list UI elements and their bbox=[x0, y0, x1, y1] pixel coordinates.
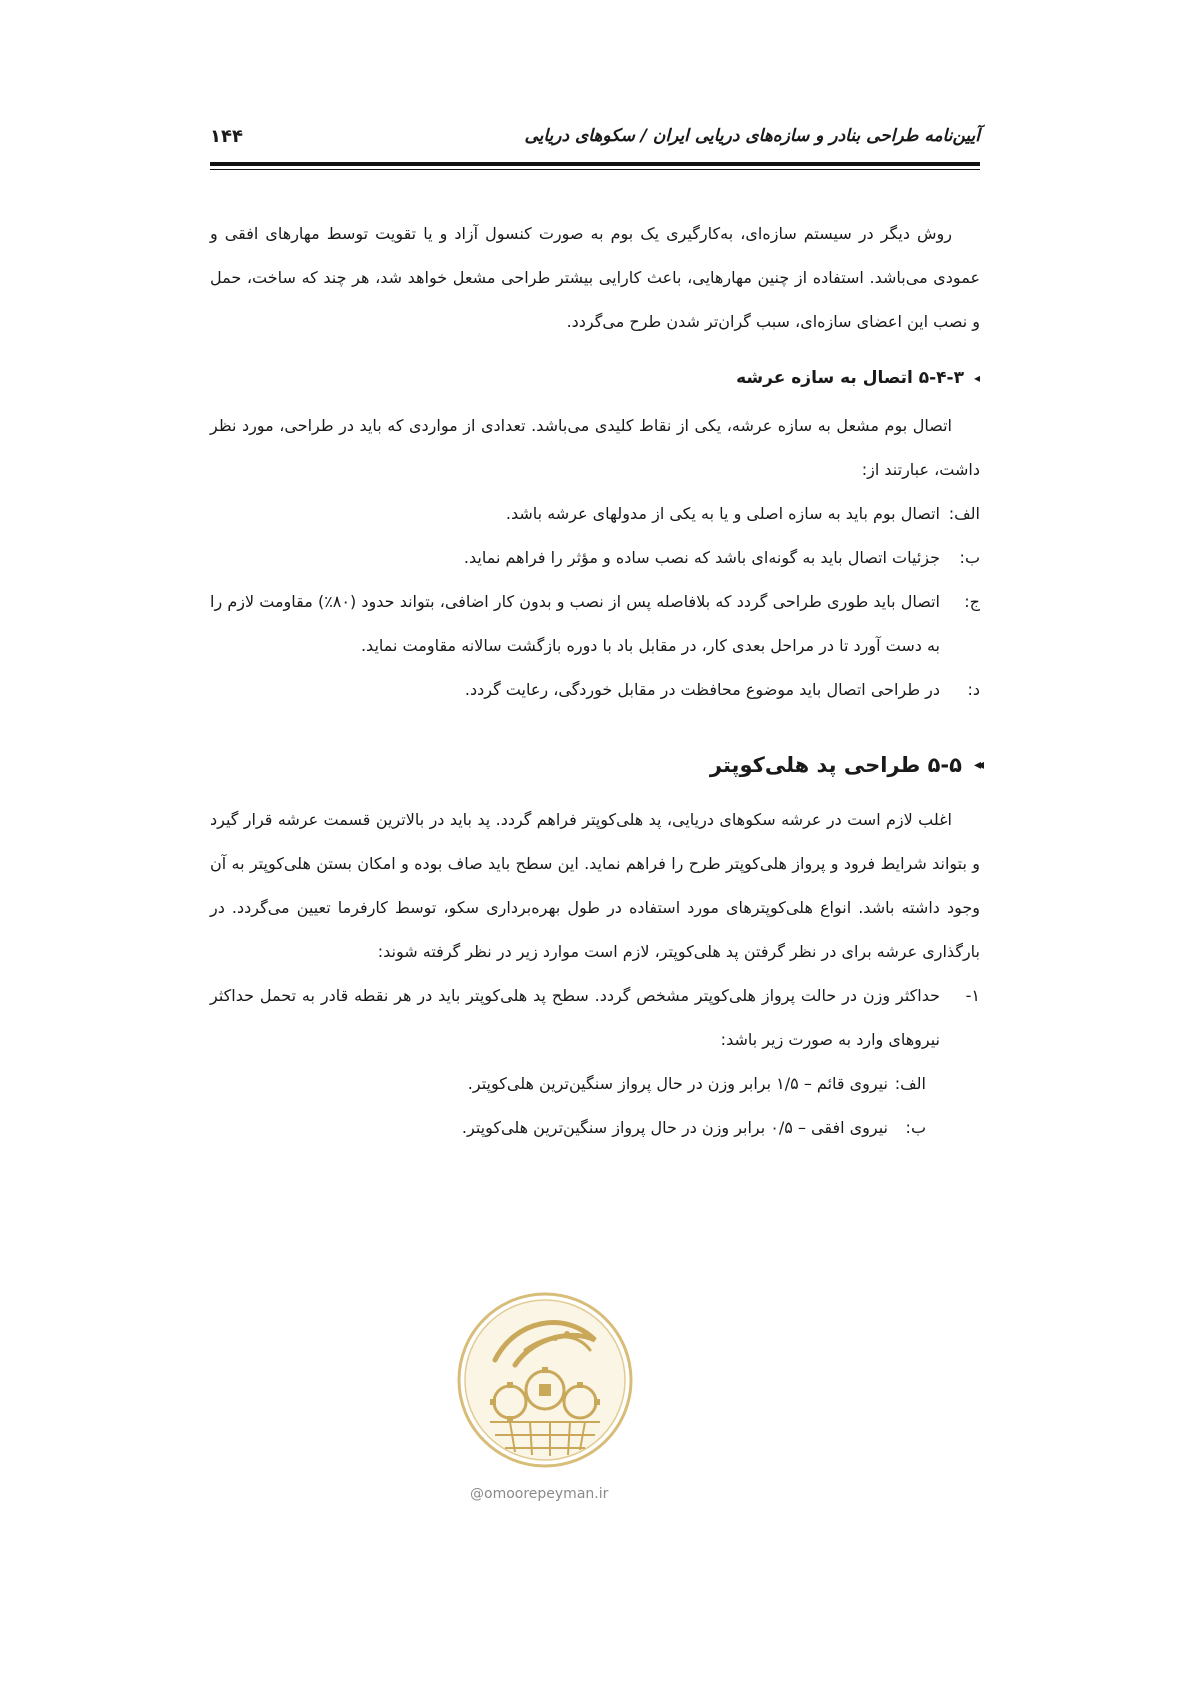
header-rule-thick bbox=[210, 162, 980, 166]
list-item-text: اتصال بوم باید به سازه اصلی و یا به یکی از مدولهای عرشه باشد. bbox=[505, 504, 940, 523]
list-item-label: الف: bbox=[948, 504, 980, 523]
watermark-url: @omoorepeyman.ir bbox=[470, 1486, 609, 1502]
list-item-label: ج: bbox=[964, 592, 980, 611]
header-title: آیین‌نامه طراحی بنادر و سازه‌های دریایی ایران / سکوهای دریایی bbox=[524, 126, 980, 146]
watermark-seal-logo bbox=[455, 1290, 635, 1470]
section-heading bbox=[210, 358, 980, 398]
list-item bbox=[210, 668, 980, 712]
section-heading-text: ۵-۵ طراحی پد هلی‌کوپتر bbox=[709, 753, 962, 777]
intro-paragraph: روش دیگر در سیستم سازه‌ای، به‌کارگیری یک بوم به صورت کنسول آزاد و یا تقویت توسط مهارهای افقی و عمودی می‌باشد. استفاده از چنین مهارهایی، باعث کارایی بیشتر طراحی مشعل خواهد شد، هر چند که ساخت، حمل و نصب این اعضای سازه‌ای، سبب گران‌تر شدن طرح می‌گردد. bbox=[210, 224, 980, 331]
list-item bbox=[210, 492, 980, 536]
list-item bbox=[210, 580, 980, 668]
list-item-text: جزئیات اتصال باید به گونه‌ای باشد که نصب ساده و مؤثر را فراهم نماید. bbox=[463, 548, 940, 567]
running-header bbox=[210, 126, 980, 156]
page-number: ۱۴۴ bbox=[210, 126, 243, 147]
numbered-item-text: حداکثر وزن در حالت پرواز هلی‌کوپتر مشخص گردد. سطح پد هلی‌کوپتر باید در هر نقطه قادر به تحمل حداکثر نیروهای وارد به صورت زیر باشد: bbox=[210, 986, 940, 1049]
list-item-label: ب: bbox=[959, 548, 980, 567]
header-rule-thin bbox=[210, 169, 980, 170]
numbered-item-label: ۱- bbox=[965, 986, 980, 1005]
sub-list-item-label: ب: bbox=[905, 1118, 926, 1137]
section-double-marker-icon: ◂◂ bbox=[973, 757, 980, 773]
sub-list-item bbox=[210, 1062, 980, 1106]
list-item-label: د: bbox=[967, 680, 980, 699]
list-item bbox=[210, 536, 980, 580]
sub-list-item-text: نیروی قائم – ۱/۵ برابر وزن در حال پرواز سنگین‌ترین هلی‌کوپتر. bbox=[467, 1074, 888, 1093]
section-marker-icon: ◂ bbox=[973, 371, 980, 385]
page-content bbox=[210, 212, 980, 1150]
section-heading-major bbox=[210, 742, 980, 788]
sub-list-item-label: الف: bbox=[894, 1074, 926, 1093]
section-heading-text: ۵-۴-۳ اتصال به سازه عرشه bbox=[736, 368, 964, 388]
section-paragraph: اتصال بوم مشعل به سازه عرشه، یکی از نقاط کلیدی می‌باشد. تعدادی از مواردی که باید در طراحی، مورد نظر داشت، عبارتند از: bbox=[210, 416, 980, 479]
list-item-text: اتصال باید طوری طراحی گردد که بلافاصله پس از نصب و بدون کار اضافی، بتواند حدود (۸۰٪) مقاومت لازم را به دست آورد تا در مراحل بعدی کار، در مقابل باد با دوره بازگشت سالانه مقاومت نماید. bbox=[210, 592, 940, 655]
list-item-text: در طراحی اتصال باید موضوع محافظت در مقابل خوردگی، رعایت گردد. bbox=[464, 680, 940, 699]
sub-list-item bbox=[210, 1106, 980, 1150]
section-paragraph: اغلب لازم است در عرشه سکوهای دریایی، پد هلی‌کوپتر فراهم گردد. پد باید در بالاترین قسمت عرشه قرار گیرد و بتواند شرایط فرود و پرواز هلی‌کوپتر طرح را فراهم نماید. این سطح باید صاف بوده و امکان بستن هلی‌کوپتر به آن وجود داشته باشد. انواع هلی‌کوپترهای مورد استفاده در طول بهره‌برداری سکو، توسط کارفرما تعیین می‌گردد. در بارگذاری عرشه برای در نظر گرفتن پد هلی‌کوپتر، لازم است موارد زیر در نظر گرفته شوند: bbox=[210, 810, 980, 961]
sub-list-item-text: نیروی افقی – ۰/۵ برابر وزن در حال پرواز سنگین‌ترین هلی‌کوپتر. bbox=[461, 1118, 888, 1137]
numbered-item bbox=[210, 974, 980, 1062]
